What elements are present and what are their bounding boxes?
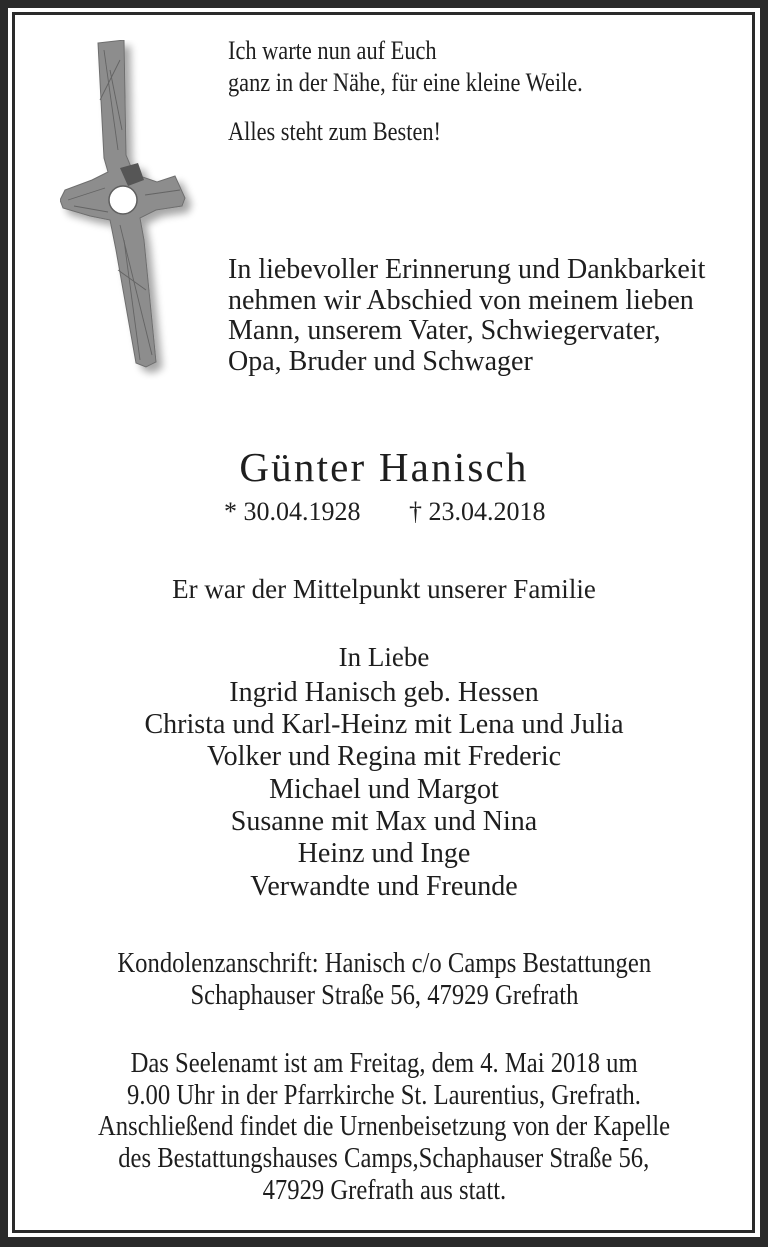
intro-verse-line: Ich warte nun auf Euch: [228, 36, 437, 65]
mourner-line: Michael und Margot: [269, 774, 499, 805]
intro-closing: Alles steht zum Besten!: [228, 117, 442, 146]
in-love-label: In Liebe: [338, 642, 430, 672]
mourner-line: Ingrid Hanisch geb. Hessen: [229, 677, 539, 708]
remembrance-line: Mann, unserem Vater, Schwiegervater,: [228, 315, 661, 346]
mourner-line: Heinz und Inge: [297, 838, 471, 869]
birth-date: * 30.04.1928: [224, 497, 361, 526]
death-date: † 23.04.2018: [409, 497, 546, 526]
mourner-line: Christa und Karl-Heinz mit Lena und Julia: [144, 709, 624, 740]
remembrance-line: nehmen wir Abschied von meinem lieben: [228, 285, 694, 316]
condolence-address-line: Schaphauser Straße 56, 47929 Grefrath: [190, 980, 578, 1011]
service-info-line: Das Seelenamt ist am Freitag, dem 4. Mai 2018 um: [130, 1048, 638, 1079]
intro-verse-line: ganz in der Nähe, für eine kleine Weile.: [228, 68, 583, 97]
service-info-line: 47929 Grefrath aus statt.: [262, 1175, 506, 1206]
cross-icon: [60, 40, 210, 380]
mourner-line: Susanne mit Max und Nina: [230, 806, 538, 837]
mourner-line: Verwandte und Freunde: [250, 871, 518, 902]
tribute-line: Er war der Mittelpunkt unserer Familie: [172, 574, 596, 604]
service-info-line: des Bestattungshauses Camps,Schaphauser Straße 56,: [118, 1143, 650, 1174]
deceased-name: Günter Hanisch: [239, 444, 529, 490]
remembrance-line: Opa, Bruder und Schwager: [228, 346, 533, 377]
condolence-address-line: Kondolenzanschrift: Hanisch c/o Camps Bestattungen: [117, 948, 651, 979]
service-info-line: 9.00 Uhr in der Pfarrkirche St. Laurentius, Grefrath.: [127, 1080, 641, 1111]
mourner-line: Volker und Regina mit Frederic: [206, 741, 562, 772]
remembrance-line: In liebevoller Erinnerung und Dankbarkeit: [228, 254, 706, 285]
service-info-line: Anschließend findet die Urnenbeisetzung von der Kapelle: [97, 1111, 670, 1142]
